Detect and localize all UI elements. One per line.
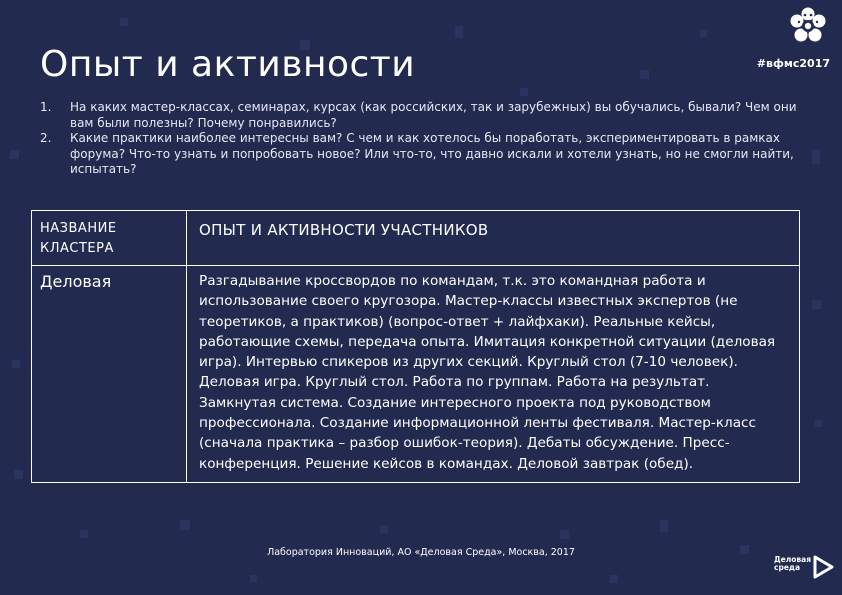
logo-text bbox=[774, 556, 811, 572]
hashtag-label: #вфмс2017 bbox=[756, 57, 830, 70]
header-cluster-name: НАЗВАНИЕ КЛАСТЕРА bbox=[32, 211, 187, 266]
table-header-row bbox=[32, 211, 800, 266]
footer-text: Лаборатория Инноваций, АО «Деловая Среда», Москва, 2017 bbox=[267, 547, 575, 558]
question-number: 2. bbox=[40, 131, 52, 145]
question-text: На каких мастер-классах, семинарах, курсах (как российских, так и зарубежных) вы обучались, бывали? Чем они вам были полезны? Почему понравились? bbox=[70, 100, 797, 130]
table-row bbox=[32, 266, 800, 483]
delovaya-sreda-logo bbox=[774, 555, 834, 581]
play-triangle-logo-icon bbox=[812, 555, 834, 579]
question-number: 1. bbox=[40, 100, 52, 114]
logo-line2: среда bbox=[774, 563, 801, 572]
experience-cell: Разгадывание кроссвордов по командам, т.к. это командная работа и использование своего кругозора. Мастер-классы известных экспертов (не теоретиков, а практиков) (вопрос-ответ + лайфхаки). Реальные кейсы, работающие схемы, передача опыта. Имитация конкретной ситуации (деловая игра). Интервью спикеров из других секций. Круглый стол (7-10 человек). Деловая игра. Круглый стол. Работа по группам. Работа на результат. Замкнутая система. Создание интересного проекта под руководством профессионала. Создание информационной ленты фестиваля. Мастер-класс (сначала практика – разбор ошибок-теория). Дебаты обсуждение. Пресс-конференция. Решение кейсов в командах. Деловой завтрак (обед). bbox=[187, 266, 800, 483]
question-item bbox=[40, 131, 800, 178]
question-text: Какие практики наиболее интересны вам? С чем и как хотелось бы поработать, экспериментировать в рамках форума? Что-то узнать и попробовать новое? Или что-то, что давно искали и хотели узнать, но не смогли найти, испытать? bbox=[70, 131, 794, 176]
questions-list bbox=[40, 100, 800, 178]
header-experience: ОПЫТ И АКТИВНОСТИ УЧАСТНИКОВ bbox=[187, 211, 800, 266]
festival-flower-emblem-icon bbox=[788, 6, 828, 46]
cluster-table bbox=[31, 210, 800, 483]
cluster-name-cell: Деловая bbox=[32, 266, 187, 483]
slide-title: Опыт и активности bbox=[40, 44, 416, 85]
question-item bbox=[40, 100, 800, 131]
logo-line1: Деловая bbox=[774, 555, 812, 564]
